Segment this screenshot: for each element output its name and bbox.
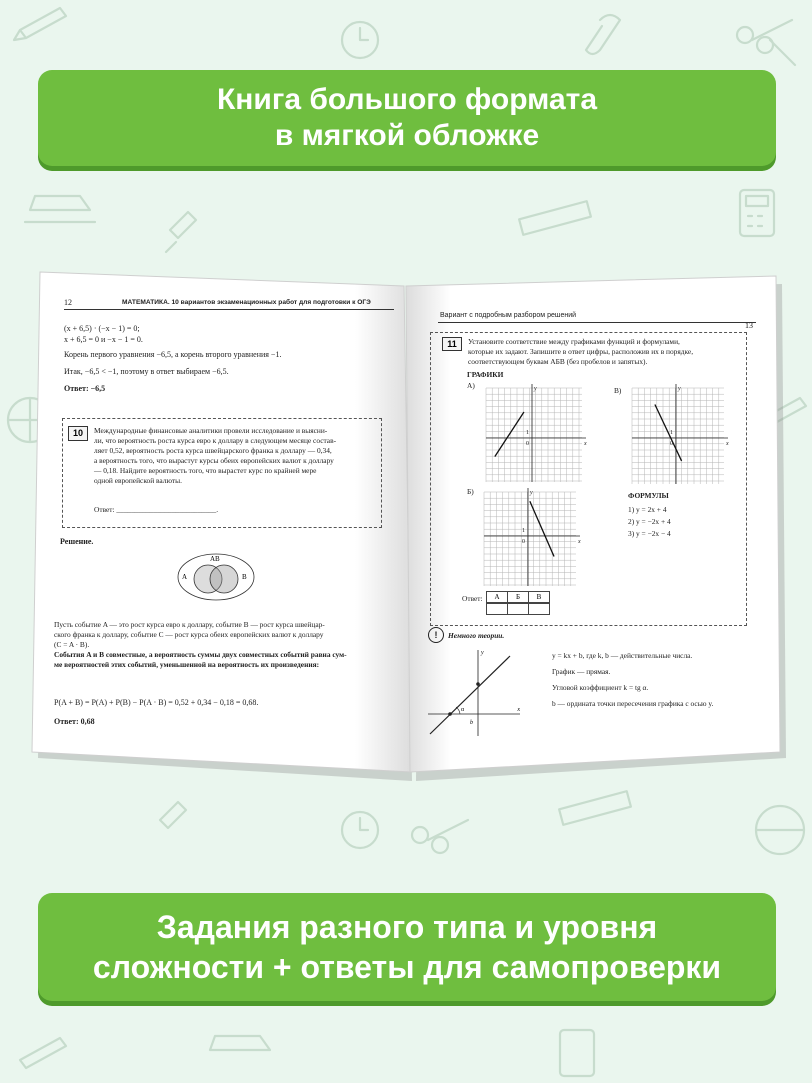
theory-line: Угловой коэффициент k = tg α.	[552, 683, 649, 692]
theory-line: y = kx + b, где k, b — действительные числа.	[552, 651, 693, 660]
answer-cell: В	[529, 591, 550, 603]
solution-line: События A и B совместные, а вероятность суммы двух совместных событий равна сум-	[54, 650, 347, 659]
task-line: а вероятность того, что вырастут курсы обеих европейских валют к доллару	[94, 456, 334, 465]
x-axis-label: x	[578, 539, 581, 545]
theory-title: Немного теории.	[448, 631, 505, 640]
exclamation-icon: !	[428, 627, 444, 643]
formula-1: 1) y = 2x + 4	[628, 505, 667, 514]
bottom-banner-line1: Задания разного типа и уровня	[156, 909, 658, 945]
formulas-title: ФОРМУЛЫ	[628, 491, 669, 500]
equation-line: (x + 6,5) · (−x − 1) = 0;	[64, 324, 140, 333]
theory-alpha-label: α	[461, 707, 465, 713]
answer-input-row	[486, 603, 550, 615]
unit-label: 1	[522, 527, 525, 534]
task-line: Международные финансовые аналитики провели исследование и выясни-	[94, 426, 328, 435]
text-line: Корень первого уравнения −6,5, а корень второго уравнения −1.	[64, 350, 282, 359]
solution-line: ского франка к доллару, событие C — рост курса обеих европейских валют к доллару	[54, 630, 324, 639]
task-line: — 0,18. Найдите вероятность того, что вырастет курс по крайней мере	[94, 466, 317, 475]
theory-line: b — ордината точки пересечения графика с осью y.	[552, 699, 714, 708]
solution-formula: P(A + B) = P(A) + P(B) − P(A · B) = 0,52 + 0,34 − 0,18 = 0,68.	[54, 698, 259, 707]
y-axis-label: y	[530, 490, 533, 496]
answer-cell: Б	[508, 591, 529, 603]
theory-b-label: b	[470, 720, 473, 726]
prev-answer: Ответ: −6,5	[64, 384, 106, 393]
task-line: ляет 0,52, вероятность роста курса швейцарского франка к доллару — 0,34,	[94, 446, 332, 455]
x-axis-label: x	[726, 441, 729, 447]
answer-input[interactable]	[529, 603, 550, 615]
graph-b	[484, 488, 581, 586]
right-page-number: 13	[745, 321, 753, 330]
task-line: соответствующем буквам АБВ (без пробелов и запятых).	[468, 357, 648, 366]
answer-cell: А	[486, 591, 508, 603]
right-page-header: Вариант с подробным разбором решений	[440, 312, 577, 319]
answer-input[interactable]	[486, 603, 508, 615]
solution-label: Решение.	[60, 537, 94, 546]
origin-label: 0	[522, 539, 525, 545]
solution-line: ме вероятностей этих событий, уменьшенной на вероятность их произведения:	[54, 660, 320, 669]
graph-a	[486, 384, 587, 482]
equation-line: x + 6,5 = 0 и −x − 1 = 0.	[64, 335, 143, 344]
theory-graph	[424, 644, 524, 740]
y-axis-label: y	[678, 386, 681, 392]
venn-label-b: B	[242, 573, 247, 581]
graph-label-b: Б)	[467, 487, 474, 496]
graph-label-v: В)	[614, 386, 622, 395]
origin-label: 0	[526, 441, 529, 447]
task-line: которые их задают. Запишите в ответ цифры, расположив их в порядке,	[468, 347, 694, 356]
theory-y-label: y	[481, 650, 484, 656]
graphs-title: ГРАФИКИ	[467, 370, 504, 379]
formula-2: 2) y = −2x + 4	[628, 517, 671, 526]
bottom-banner-line2: сложности + ответы для самопроверки	[92, 949, 722, 985]
final-answer: Ответ: 0,68	[54, 717, 95, 726]
theory-x-label: x	[517, 707, 520, 713]
graph-v	[632, 384, 729, 484]
top-banner-line1: Книга большого формата	[216, 83, 598, 116]
answer-table	[486, 591, 550, 603]
left-page-number: 12	[64, 298, 72, 307]
formula-3: 3) y = −2x − 4	[628, 529, 671, 538]
venn-label-a: A	[182, 573, 188, 581]
theory-line: График — прямая.	[552, 667, 611, 676]
task-10-answer-field: Ответ: ___________________________.	[94, 505, 219, 514]
task-line: Установите соответствие между графиками функций и формулами,	[468, 337, 680, 346]
answer-input[interactable]	[508, 603, 529, 615]
task-line: одной европейской валюты.	[94, 476, 182, 485]
top-banner-line2: в мягкой обложке	[274, 119, 540, 152]
text-line: Итак, −6,5 < −1, поэтому в ответ выбираем −6,5.	[64, 367, 229, 376]
task-line: ли, что вероятность роста курса евро к доллару в следующем месяце состав-	[94, 436, 337, 445]
theory-text	[552, 651, 752, 709]
origin-label: 0	[670, 441, 673, 447]
graph-label-a: А)	[467, 381, 475, 390]
unit-label: 1	[526, 429, 529, 436]
task-10-number: 10	[68, 426, 88, 441]
x-axis-label: x	[584, 441, 587, 447]
bottom-banner	[38, 893, 776, 1001]
task-11-number: 11	[442, 337, 462, 351]
solution-line: Пусть событие A — это рост курса евро к доллару, событие B — рост курса швейцар-	[54, 620, 325, 629]
venn-label-ab: AB	[210, 555, 220, 563]
unit-label: 1	[670, 429, 673, 436]
answer-label: Ответ:	[462, 594, 483, 603]
left-page-header: МАТЕМАТИКА. 10 вариантов экзаменационных работ для подготовки к ОГЭ	[122, 299, 371, 306]
solution-line: (C = A · B).	[54, 640, 90, 649]
y-axis-label: y	[534, 386, 537, 392]
